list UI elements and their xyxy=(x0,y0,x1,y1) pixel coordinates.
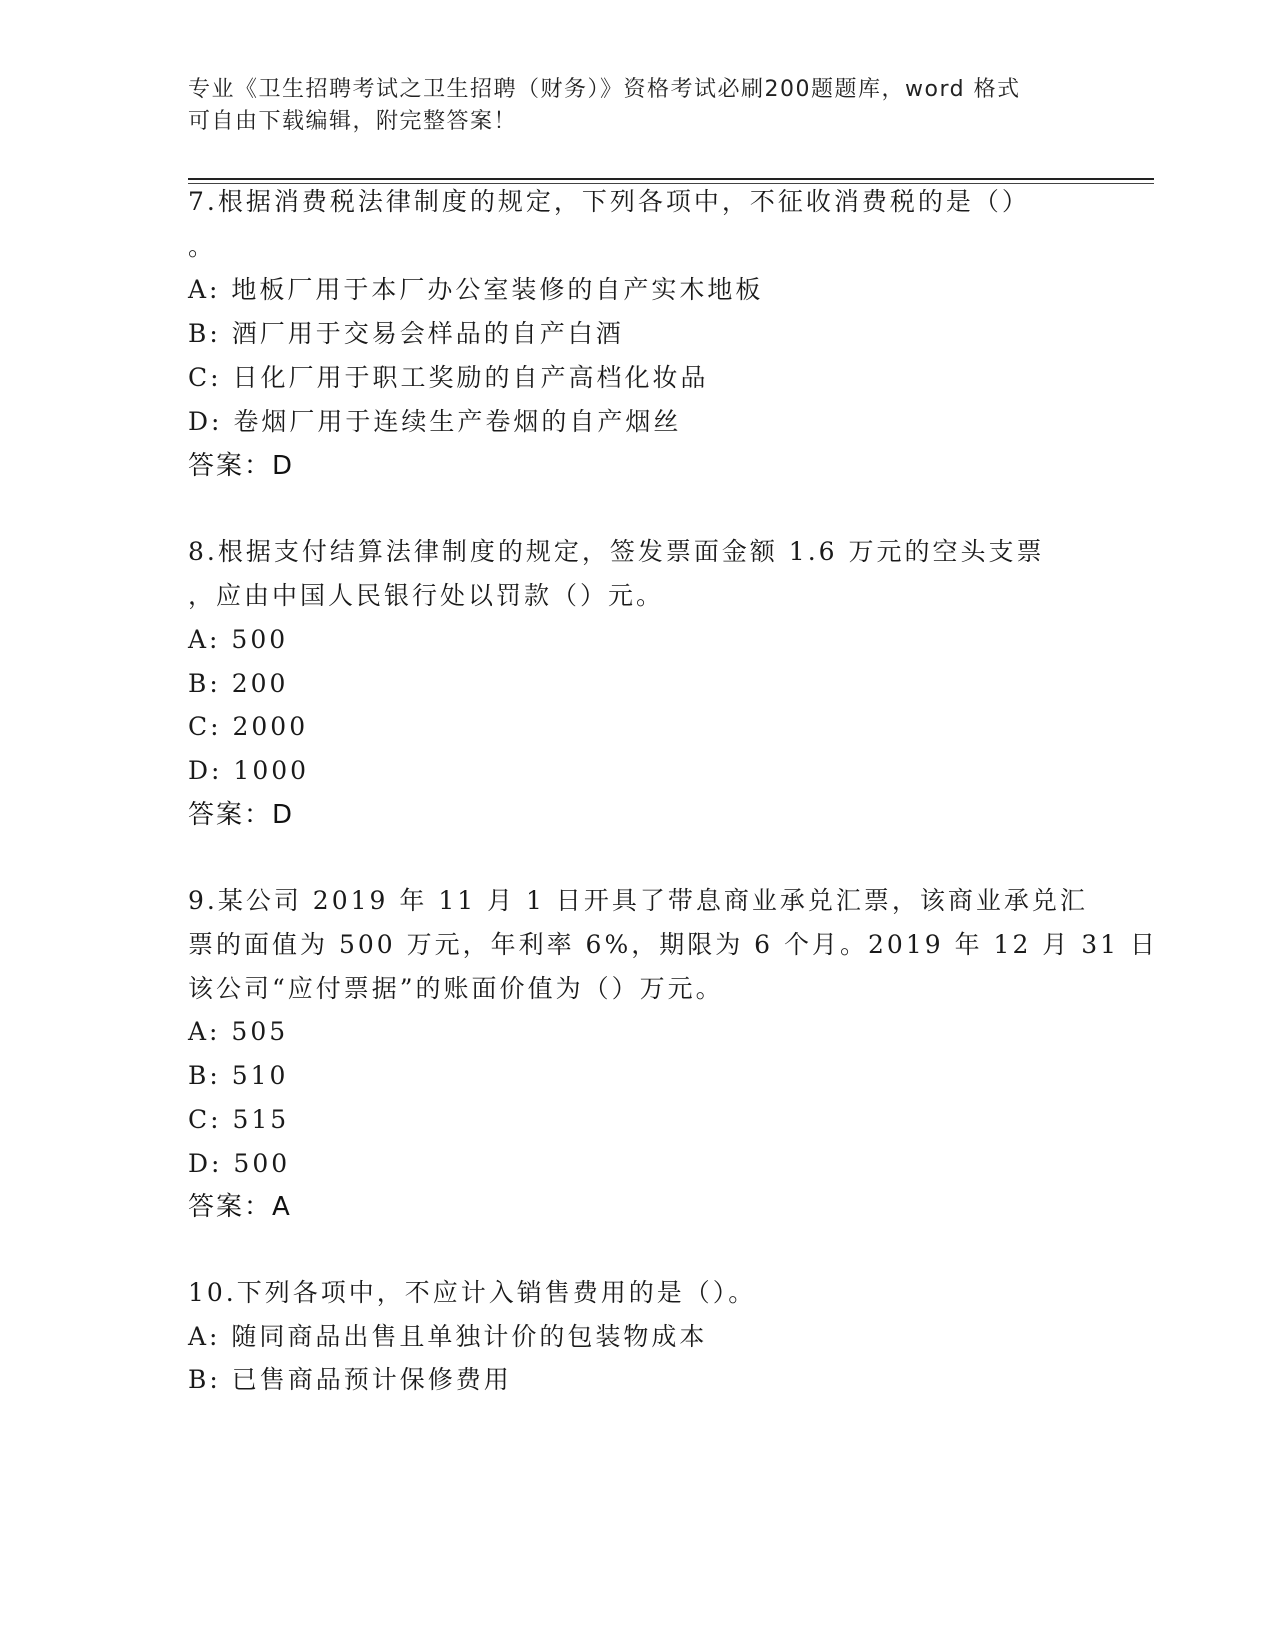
question-stem-line: 票的面值为 500 万元，年利率 6%，期限为 6 个月。2019 年 12 月 31 日 xyxy=(188,930,1158,959)
question-stem-line: 9.某公司 2019 年 11 月 1 日开具了带息商业承兑汇票，该商业承兑汇 xyxy=(188,886,1088,915)
option-a: A: 500 xyxy=(188,625,289,654)
document-header xyxy=(188,74,1088,138)
question-stem-line: 该公司“应付票据”的账面价值为（）万元。 xyxy=(188,974,724,1003)
option-a: A: 地板厂用于本厂办公室装修的自产实木地板 xyxy=(188,275,764,304)
answer-label: 答案：D xyxy=(188,800,295,830)
option-d: D: 500 xyxy=(188,1149,291,1178)
option-b: B: 510 xyxy=(188,1061,289,1090)
option-b: B: 已售商品预计保修费用 xyxy=(188,1365,512,1394)
option-a: A: 505 xyxy=(188,1017,289,1046)
option-b: B: 200 xyxy=(188,669,289,698)
header-line-1: 专业《卫生招聘考试之卫生招聘（财务）》资格考试必刷200题题库，word 格式 xyxy=(188,77,1021,102)
option-d: D: 1000 xyxy=(188,756,310,785)
option-d: D: 卷烟厂用于连续生产卷烟的自产烟丝 xyxy=(188,407,682,436)
question-stem-line: ，应由中国人民银行处以罚款（）元。 xyxy=(188,581,665,610)
question-stem-line: 。 xyxy=(188,232,217,261)
option-b: B: 酒厂用于交易会样品的自产白酒 xyxy=(188,319,624,348)
option-c: C: 日化厂用于职工奖励的自产高档化妆品 xyxy=(188,363,709,392)
header-divider-thick xyxy=(188,178,1154,180)
answer-label: 答案：A xyxy=(188,1192,292,1222)
answer-label: 答案：D xyxy=(188,451,295,481)
question-stem-line: 10.下列各项中，不应计入销售费用的是（）。 xyxy=(188,1278,757,1307)
question-stem-line: 8.根据支付结算法律制度的规定，签发票面金额 1.6 万元的空头支票 xyxy=(188,537,1045,566)
option-c: C: 2000 xyxy=(188,712,309,741)
header-line-2: 可自由下载编辑，附完整答案！ xyxy=(188,109,518,134)
question-stem-line: 7.根据消费税法律制度的规定，下列各项中，不征收消费税的是（） xyxy=(188,187,1030,216)
option-a: A: 随同商品出售且单独计价的包装物成本 xyxy=(188,1322,708,1351)
option-c: C: 515 xyxy=(188,1105,290,1134)
